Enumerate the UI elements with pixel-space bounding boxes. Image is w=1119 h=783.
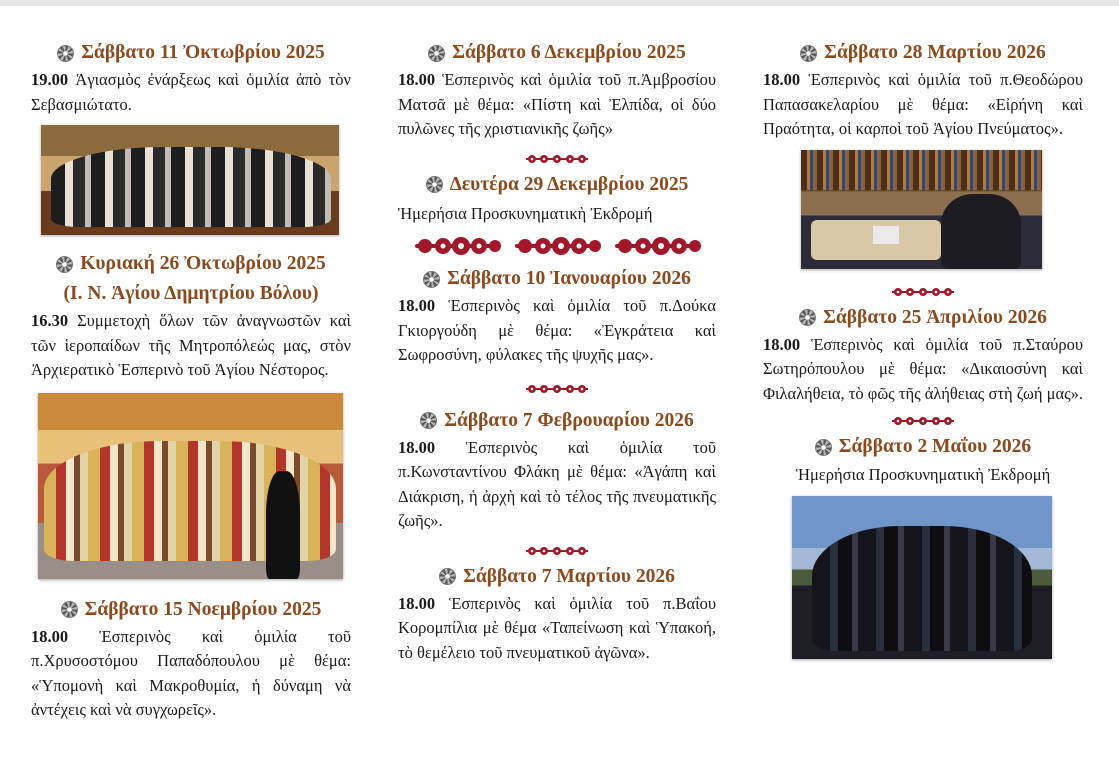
- event-time: 18.00: [398, 593, 436, 613]
- event-description: [763, 333, 1083, 407]
- bullet-icon: [61, 601, 78, 618]
- group-photo-2: [38, 393, 343, 579]
- event-time: 18.00: [398, 70, 436, 89]
- event-description: [31, 309, 351, 383]
- event-time: 18.00: [398, 296, 436, 315]
- event-time: 16.30: [31, 311, 69, 330]
- event-date: [763, 303, 1083, 333]
- event-text: Ἑσπερινὸς καὶ ὁμιλία τοῦ π.Ἀμβροσίου Ματσᾶ μὲ θέμα: «Πίστη καὶ Ἐλπίδα, οἱ δύο πυλῶνες τῆς χριστιανικῆς ζωῆς»: [398, 70, 716, 138]
- bullet-icon: [815, 439, 832, 456]
- event-date: [31, 249, 351, 279]
- small-ornament-icon: [398, 540, 716, 562]
- bullet-icon: [56, 256, 73, 273]
- event-time: 18.00: [398, 437, 436, 457]
- event-date: [763, 38, 1083, 68]
- event-date-text: Σάββατο 25 Ἀπριλίου 2026: [823, 306, 1047, 328]
- event-location: (Ι. Ν. Ἁγίου Δημητρίου Βόλου): [63, 283, 319, 304]
- event-date-text: Σάββατο 15 Νοεμβρίου 2025: [84, 598, 322, 620]
- event-date: [31, 595, 351, 625]
- event-text: Ἑσπερινὸς καὶ ὁμιλία τοῦ π.Κωνσταντίνου Φλάκη μὲ θέμα: «Ἀγάπη καὶ Διάκριση, ἡ ἀρχὴ καὶ τὸ τέλος τῆς πνευματικῆς ζωῆς».: [398, 437, 717, 530]
- bullet-icon: [426, 176, 443, 193]
- meeting-photo: [801, 150, 1042, 269]
- event-text: Ἑσπερινὸς καὶ ὁμιλία τοῦ π.Βαΐου Κορομπίλια μὲ θέμα «Ταπείνωση καὶ Ὑπακοή, τὸ θεμέλειο τοῦ πνευματικοῦ ἀγῶνα».: [398, 593, 716, 662]
- event-date: [398, 562, 716, 592]
- event-description: [398, 294, 716, 368]
- bullet-icon: [57, 45, 74, 62]
- column-2: [398, 38, 716, 665]
- small-ornament-icon: [398, 148, 716, 170]
- top-border: [0, 0, 1119, 6]
- event-time: 19.00: [31, 70, 69, 89]
- event-date: [763, 432, 1083, 462]
- event-date-text: Σάββατο 2 Μαΐου 2026: [838, 436, 1032, 457]
- event-date: [31, 38, 351, 68]
- event-text: Ἑσπερινὸς καὶ ὁμιλία τοῦ π.Σταύρου Σωτηρόπουλου μὲ θέμα: «Δικαιοσύνη καὶ Φιλαλήθεια, τὸ φῶς τῆς ἀλήθειας στὴ ζωή μας».: [763, 334, 1083, 403]
- event-time: 18.00: [763, 334, 801, 354]
- event-description: [398, 68, 716, 142]
- event-date: [398, 406, 716, 436]
- small-ornament-icon: [398, 378, 716, 400]
- bullet-icon: [439, 568, 456, 585]
- event-time: 18.00: [31, 626, 69, 646]
- event-date: [398, 264, 716, 294]
- event-description: [31, 68, 351, 117]
- event-description: [398, 436, 716, 534]
- event-text: Ἁγιασμὸς ἐνάρξεως καὶ ὁμιλία ἀπὸ τὸν Σεβασμιώτατο.: [31, 70, 352, 114]
- event-date-text: Σάββατο 10 Ἰανουαρίου 2026: [447, 268, 691, 289]
- bullet-icon: [420, 412, 437, 429]
- event-text: Ἑσπερινὸς καὶ ὁμιλία τοῦ π.Χρυσοστόμου Παπαδόπουλου μὲ θέμα: «Ὑπομονὴ καὶ Μακροθυμία, ἡ δύναμη νὰ ἀντέχεις καὶ νὰ συγχωρεῖς».: [31, 626, 352, 719]
- bullet-icon: [423, 271, 440, 288]
- event-text: Ἑσπερινὸς καὶ ὁμιλία τοῦ π.Δούκα Γκιοργούδη μὲ θέμα: «Ἐγκράτεια καὶ Σωφροσύνη, φύλακες τῆς ψυχῆς μας».: [398, 296, 716, 364]
- event-description: [398, 592, 716, 666]
- column-1: [31, 38, 351, 723]
- event-date-text: Σάββατο 11 Ὀκτωβρίου 2025: [81, 42, 325, 63]
- bullet-icon: [800, 45, 817, 62]
- event-date-text: Σάββατο 7 Μαρτίου 2026: [463, 565, 675, 587]
- small-ornament-icon: [763, 281, 1083, 303]
- event-date-text: Δευτέρα 29 Δεκεμβρίου 2025: [449, 173, 689, 195]
- event-date-text: Σάββατο 28 Μαρτίου 2026: [824, 42, 1046, 63]
- event-text: Ἑσπερινὸς καὶ ὁμιλία τοῦ π.Θεοδώρου Παπασακελαρίου μὲ θέμα: «Εἰρήνη καὶ Πραότητα, οἱ καρποὶ τοῦ Ἁγίου Πνεύματος».: [763, 70, 1083, 138]
- column-3: [763, 38, 1083, 659]
- event-date: [398, 170, 716, 200]
- bullet-icon: [428, 45, 445, 62]
- event-date-text: Σάββατο 6 Δεκεμβρίου 2025: [452, 42, 686, 63]
- event-date-text: Σάββατο 7 Φεβρουαρίου 2026: [444, 409, 694, 431]
- small-ornament-icon: [763, 410, 1083, 432]
- event-date: [398, 38, 716, 68]
- event-text: Ἡμερήσια Προσκυνηματικὴ Ἐκδρομή: [795, 465, 1051, 484]
- group-photo-1: [41, 125, 339, 235]
- event-time: 18.00: [763, 70, 801, 89]
- event-description: [31, 625, 351, 723]
- event-description: [763, 68, 1083, 142]
- event-text: Συμμετοχὴ ὅλων τῶν ἀναγνωστῶν καὶ τῶν ἱεροπαίδων τῆς Μητροπόλεώς μας, στὸν Ἀρχιερατικὸ Ἑσπερινὸ τοῦ Ἁγίου Νέστορος.: [31, 311, 351, 379]
- event-text: Ἡμερήσια Προσκυνηματικὴ Ἐκδρομή: [398, 203, 653, 223]
- bullet-icon: [799, 309, 816, 326]
- wide-ornament-icon: [398, 232, 716, 260]
- event-date-text: Κυριακή 26 Ὀκτωβρίου 2025: [80, 253, 326, 274]
- group-photo-3: [792, 496, 1052, 659]
